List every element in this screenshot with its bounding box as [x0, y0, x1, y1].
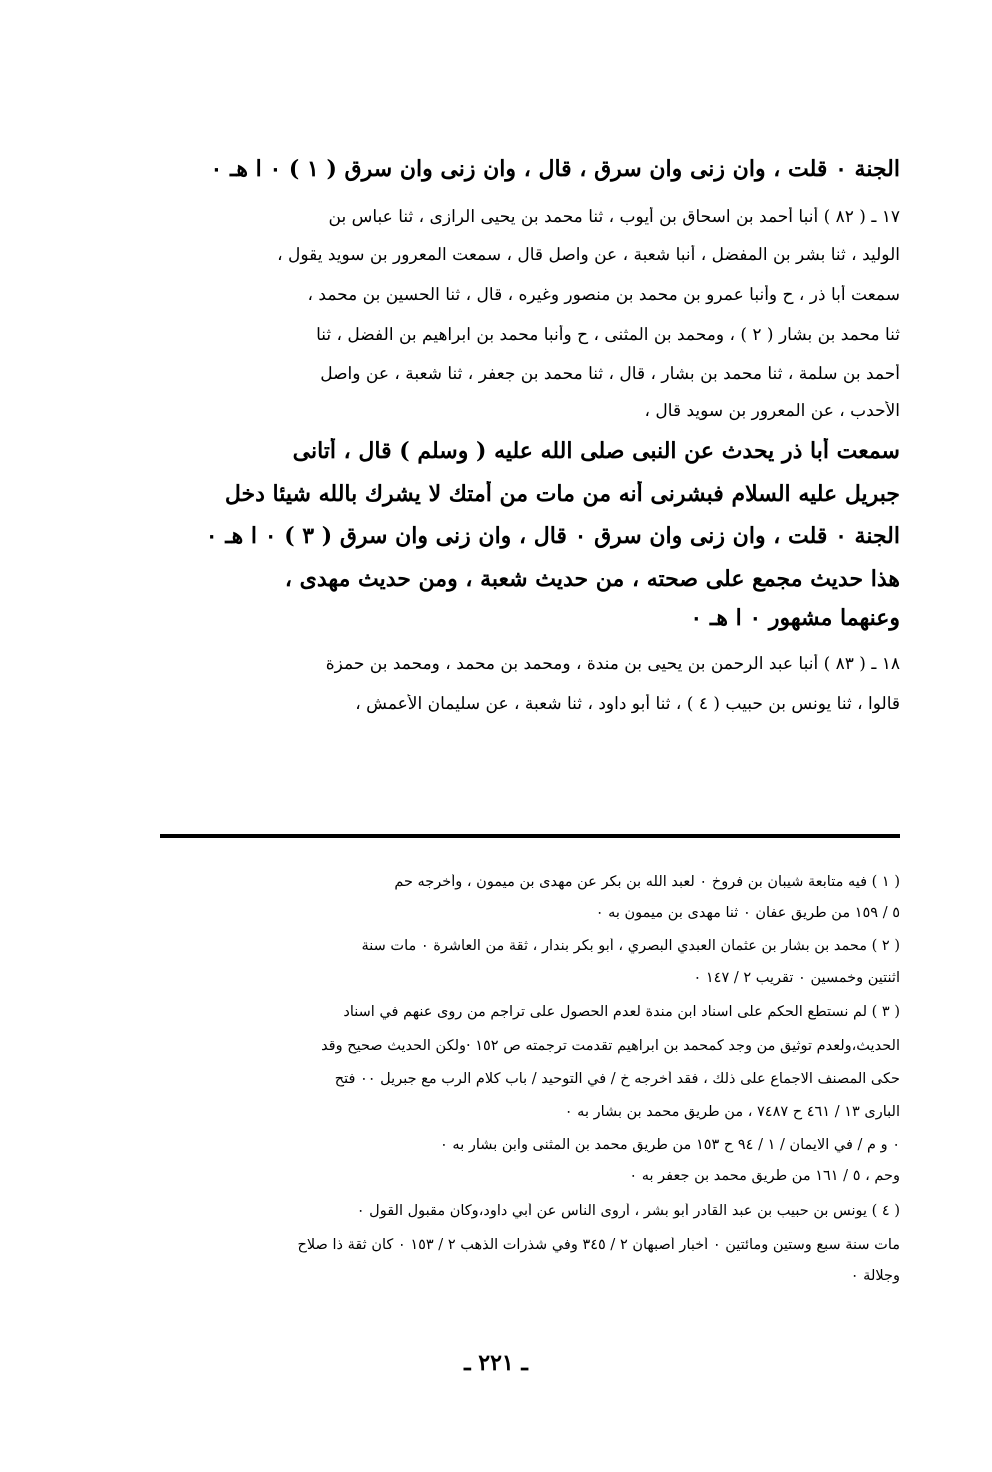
footnote-line: البارى ١٣ / ٤٦١ ح ٧٤٨٧ ، من طريق محمد بن بشار به ٠ — [564, 1104, 900, 1120]
main-text-line: الجنة ٠ قلت ، وان زنى وان سرق ٠ قال ، وان زنى وان سرق ( ٣ ) ٠ ا هـ ٠ — [205, 523, 900, 549]
main-text-line: ١٨ ـ ( ٨٣ ) أنبا عبد الرحمن بن يحيى بن مندة ، ومحمد بن محمد ، ومحمد بن حمزة — [325, 654, 900, 674]
main-text-line: وعنهما مشهور ٠ ا هـ ٠ — [690, 605, 900, 631]
main-text-line: هذا حديث مجمع على صحته ، من حديث شعبة ، ومن حديث مهدى ، — [284, 566, 900, 592]
main-text-line: ثنا محمد بن بشار ( ٢ ) ، ومحمد بن المثنى ، ح وأنبا محمد بن ابراهيم بن الفضل ، ثنا — [316, 325, 900, 345]
footnote-line — [155, 1168, 900, 1184]
footnote-line: اثنتين وخمسين ٠ تقريب ٢ / ١٤٧ ٠ — [693, 970, 900, 986]
footnote-line: ( ٢ ) محمد بن بشار بن عثمان العبدي البصري ، أبو بكر بندار ، ثقة من العاشرة ٠ مات سنة — [361, 938, 900, 954]
footnote-line: ( ٣ ) لم نستطع الحكم على اسناد ابن مندة لعدم الحصول على تراجم من روى عنهم في اسناد — [343, 1004, 900, 1020]
footnote-separator — [160, 834, 900, 838]
footnote-line: ٥ / ١٥٩ من طريق عفان ٠ ثنا مهدى بن ميمون به ٠ — [595, 905, 900, 921]
main-text-line: سمعت أبا ذر يحدث عن النبى صلى الله عليه ( وسلم ) قال ، أتانى — [292, 438, 900, 464]
footnote-line: ( ١ ) فيه متابعة شيبان بن فروخ ٠ لعبد الله بن بكر عن مهدى بن ميمون ، وأخرجه حم — [394, 874, 900, 890]
footnote-line — [155, 1137, 900, 1153]
main-text-line: الأحدب ، عن المعرور بن سويد قال ، — [644, 401, 900, 421]
footnote-line-text: ٠ و م / في الايمان / ١ / ٩٤ ح ١٥٣ من طريق محمد بن المثنى وابن بشار به ٠ — [440, 1137, 900, 1153]
footnote-line: الحديث،ولعدم توثيق من وجد كمحمد بن ابراهيم تقدمت ترجمته ص ١٥٢ ·ولكن الحديث صحيح وقد — [321, 1038, 900, 1054]
footnote-line: حكى المصنف الاجماع على ذلك ، فقد أخرجه خ / في التوحيد / باب كلام الرب مع جبريل ٠٠ فتح — [334, 1071, 900, 1087]
footnote-line: مات سنة سبع وستين ومائتين ٠ أخبار أصبهان ٢ / ٣٤٥ وفي شذرات الذهب ٢ / ١٥٣ ٠ كان ثقة ذا صلاح — [297, 1237, 900, 1253]
main-text-line: ١٧ ـ ( ٨٢ ) أنبا أحمد بن اسحاق بن أيوب ، ثنا محمد بن يحيى الرازى ، ثنا عباس بن — [328, 207, 900, 227]
footnote-line: وجلالة ٠ — [850, 1268, 900, 1284]
main-text-line: الجنة ٠ قلت ، وان زنى وان سرق ، قال ، وان زنى وان سرق ( ١ ) ٠ ا هـ ٠ — [210, 156, 900, 182]
main-text-line: الوليد ، ثنا بشر بن المفضل ، أنبا شعبة ، عن واصل قال ، سمعت المعرور بن سويد يقول ، — [277, 245, 900, 265]
footnote-line: ( ٤ ) يونس بن حبيب بن عبد القادر أبو بشر ، أروى الناس عن أبي داود،وكان مقبول القول ٠ — [356, 1203, 900, 1219]
main-text-line: جبريل عليه السلام فبشرنى أنه من مات من أمتك لا يشرك بالله شيئا دخل — [224, 481, 900, 507]
main-text-line: قالوا ، ثنا يونس بن حبيب ( ٤ ) ، ثنا أبو داود ، ثنا شعبة ، عن سليمان الأعمش ، — [355, 694, 900, 714]
footnote-line-text: وحم ، ٥ / ١٦١ من طريق محمد بن جعفر به ٠ — [629, 1168, 900, 1184]
main-text-line: أحمد بن سلمة ، ثنا محمد بن بشار ، قال ، ثنا محمد بن جعفر ، ثنا شعبة ، عن واصل — [320, 364, 900, 384]
main-text-line: سمعت أبا ذر ، ح وأنبا عمرو بن محمد بن منصور وغيره ، قال ، ثنا الحسين بن محمد ، — [307, 285, 900, 305]
page-number: ـ ٢٢١ ـ — [464, 1350, 528, 1376]
